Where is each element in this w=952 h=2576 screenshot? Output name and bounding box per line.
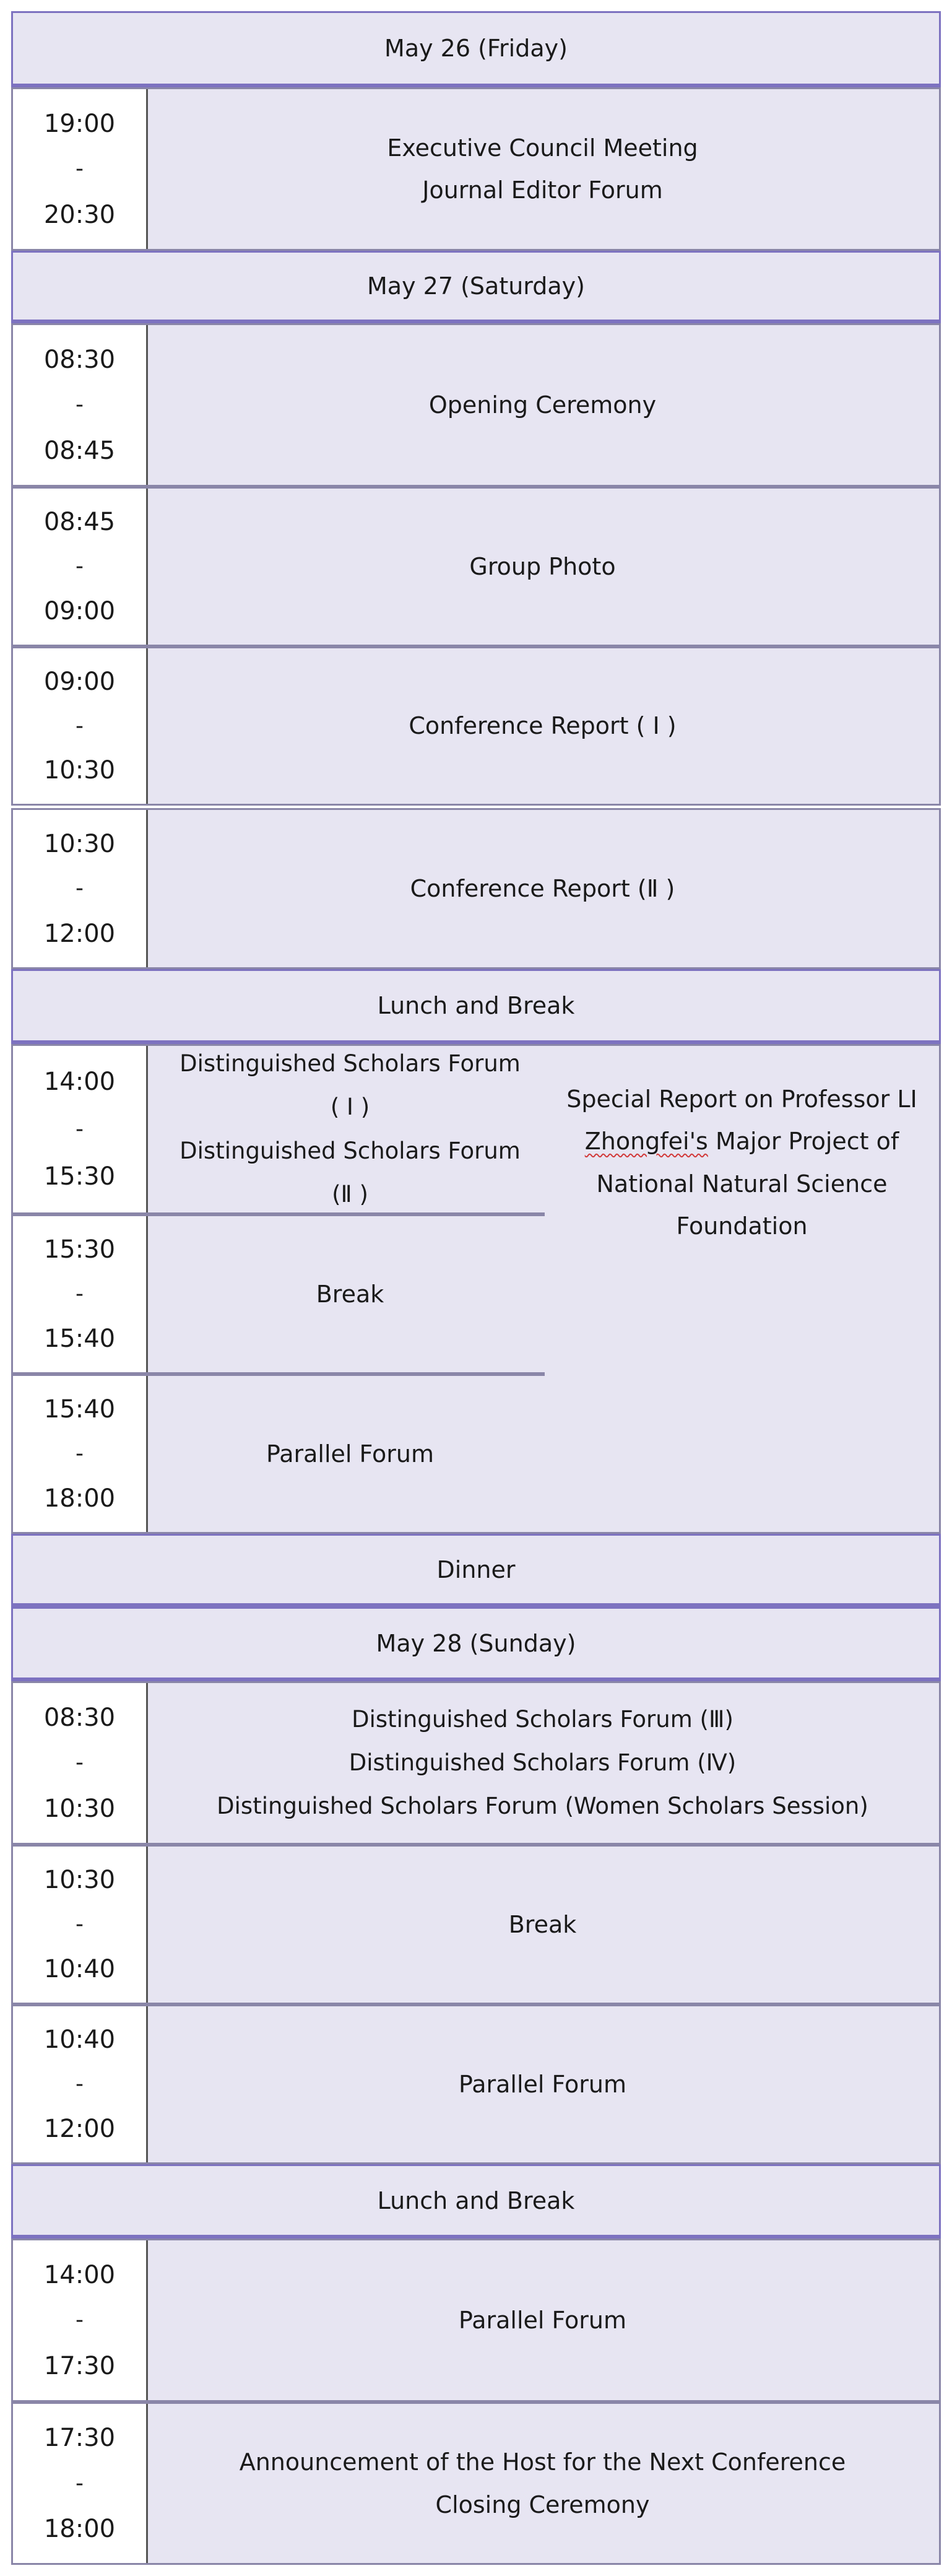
special-report-line: National Natural Science — [596, 1170, 888, 1198]
end-time: 12:00 — [43, 919, 116, 948]
event-line: Distinguished Scholars Forum (Ⅲ) — [352, 1705, 733, 1733]
event-cell — [146, 489, 939, 645]
end-time: 15:30 — [43, 1162, 116, 1191]
event-cell — [146, 2404, 939, 2563]
event-line: Break — [316, 1280, 384, 1308]
start-time: 19:00 — [43, 109, 116, 138]
special-report-cell — [545, 1044, 941, 1534]
schedule-row — [11, 2402, 941, 2565]
time-cell — [13, 2006, 148, 2162]
schedule-row — [11, 87, 941, 251]
event-cell — [146, 648, 939, 804]
time-separator: - — [76, 554, 84, 579]
start-time: 08:30 — [43, 1703, 116, 1732]
special-report-line-rest: Major Project of — [715, 1128, 899, 1155]
event-line: ( Ⅰ ) — [330, 1094, 370, 1121]
event-line: Announcement of the Host for the Next Conference — [239, 2448, 846, 2476]
time-separator: - — [76, 392, 84, 417]
start-time: 08:45 — [43, 508, 116, 536]
event-line: Distinguished Scholars Forum — [180, 1137, 521, 1164]
time-separator: - — [76, 2307, 84, 2333]
time-separator: - — [76, 156, 84, 181]
end-time: 15:40 — [43, 1325, 116, 1353]
special-report-line: Special Report on Professor LI — [566, 1086, 917, 1113]
time-cell — [13, 89, 148, 249]
start-time: 15:30 — [43, 1235, 116, 1264]
schedule-row — [11, 1681, 941, 1845]
break-banner — [11, 1534, 941, 1607]
schedule-row — [11, 323, 941, 487]
event-cell — [146, 810, 939, 967]
event-line: Journal Editor Forum — [422, 176, 663, 204]
end-time: 17:30 — [43, 2351, 116, 2380]
time-cell — [13, 489, 148, 645]
day-header-label: May 28 (Sunday) — [376, 1629, 576, 1657]
time-separator: - — [76, 713, 84, 739]
schedule-row — [11, 1845, 941, 2004]
break-banner — [11, 969, 941, 1044]
special-report-line: Foundation — [676, 1212, 808, 1240]
event-line: Conference Report ( Ⅰ ) — [409, 712, 677, 740]
schedule-row — [11, 808, 941, 969]
event-cell — [146, 325, 939, 485]
time-cell — [13, 810, 148, 967]
start-time: 08:30 — [43, 345, 116, 374]
spellcheck-underlined-word: Zhongfei's — [584, 1128, 708, 1155]
schedule-row — [11, 2239, 941, 2402]
start-time: 09:00 — [43, 667, 116, 696]
event-cell — [146, 1847, 939, 2003]
start-time: 17:30 — [43, 2424, 116, 2453]
start-time: 10:30 — [43, 1866, 116, 1894]
time-cell — [13, 648, 148, 804]
break-banner-label: Dinner — [436, 1556, 516, 1583]
time-cell — [13, 2240, 148, 2400]
day-header-label: May 26 (Friday) — [384, 35, 568, 62]
start-time: 14:00 — [43, 2260, 116, 2289]
event-cell — [146, 1046, 556, 1212]
event-cell — [146, 2240, 939, 2400]
time-cell — [13, 1847, 148, 2003]
start-time: 10:30 — [43, 829, 116, 858]
time-separator: - — [76, 1912, 84, 1937]
event-line: Executive Council Meeting — [387, 134, 698, 162]
schedule-row — [11, 2004, 941, 2164]
event-cell — [146, 89, 939, 249]
event-cell — [146, 1216, 556, 1372]
event-cell — [146, 1683, 939, 1843]
time-cell — [13, 1376, 148, 1532]
time-cell — [13, 325, 148, 485]
schedule-row — [11, 1044, 556, 1214]
event-line: Parallel Forum — [458, 2070, 626, 2098]
schedule-row — [11, 1214, 556, 1374]
end-time: 10:30 — [43, 1794, 116, 1823]
start-time: 15:40 — [43, 1395, 116, 1424]
start-time: 14:00 — [43, 1068, 116, 1097]
event-cell — [146, 1376, 556, 1532]
end-time: 09:00 — [43, 597, 116, 625]
special-report-line — [585, 1120, 899, 1162]
time-cell — [13, 2404, 148, 2563]
end-time: 18:00 — [43, 1484, 116, 1513]
time-separator: - — [76, 2071, 84, 2097]
event-line: Distinguished Scholars Forum (Ⅳ) — [348, 1749, 737, 1776]
break-banner-label: Lunch and Break — [377, 2187, 575, 2214]
day-header — [11, 251, 941, 323]
end-time: 20:30 — [43, 200, 116, 229]
event-cell — [146, 2006, 939, 2162]
day-header — [11, 1607, 941, 1681]
event-line: Closing Ceremony — [435, 2491, 650, 2518]
schedule-row — [11, 646, 941, 806]
time-separator: - — [76, 1750, 84, 1775]
day-header-label: May 27 (Saturday) — [367, 272, 585, 300]
time-separator: - — [76, 1281, 84, 1307]
time-cell — [13, 1683, 148, 1843]
time-cell — [13, 1216, 148, 1372]
end-time: 08:45 — [43, 436, 116, 465]
time-cell — [13, 1046, 148, 1212]
time-separator: - — [76, 2470, 84, 2496]
time-separator: - — [76, 1441, 84, 1466]
event-line: Distinguished Scholars Forum (Women Scholars Session) — [217, 1793, 868, 1820]
event-line: Parallel Forum — [266, 1440, 434, 1468]
event-line: Break — [508, 1910, 577, 1938]
event-line: Opening Ceremony — [428, 391, 657, 419]
end-time: 10:40 — [43, 1955, 116, 1983]
end-time: 18:00 — [43, 2514, 116, 2543]
event-line: (Ⅱ ) — [332, 1180, 368, 1208]
start-time: 10:40 — [43, 2026, 116, 2054]
event-line: Distinguished Scholars Forum — [180, 1050, 521, 1077]
break-banner — [11, 2164, 941, 2239]
end-time: 10:30 — [43, 756, 116, 785]
end-time: 12:00 — [43, 2115, 116, 2143]
time-separator: - — [76, 876, 84, 901]
break-banner-label: Lunch and Break — [377, 992, 575, 1019]
time-separator: - — [76, 1116, 84, 1142]
schedule-row — [11, 487, 941, 646]
day-header — [11, 11, 941, 87]
event-line: Group Photo — [469, 552, 616, 580]
schedule-row — [11, 1374, 556, 1534]
event-line: Conference Report (Ⅱ ) — [410, 874, 675, 902]
event-line: Parallel Forum — [458, 2306, 626, 2334]
